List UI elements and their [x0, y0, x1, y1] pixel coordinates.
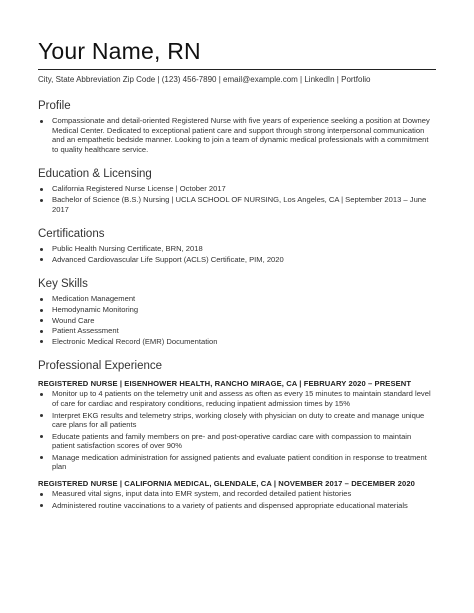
skill-item: Patient Assessment: [52, 326, 119, 336]
list-item: [38, 411, 436, 430]
bullet-icon: [40, 504, 43, 507]
bullet-icon: [40, 248, 43, 251]
skill-item: Hemodynamic Monitoring: [52, 304, 139, 314]
certifications-list: [38, 244, 436, 264]
certification-item: Public Health Nursing Certificate, BRN, 2018: [52, 244, 203, 254]
job-duties-list: [38, 489, 436, 510]
list-item: [38, 184, 436, 194]
skills-list: [38, 294, 436, 346]
bullet-icon: [40, 330, 43, 333]
candidate-name: Your Name, RN: [38, 38, 201, 64]
list-item: [38, 195, 436, 214]
contact-line: City, State Abbreviation Zip Code | (123) 456-7890 | email@example.com | LinkedIn | Portfolio: [38, 75, 371, 84]
job-duty: Educate patients and family members on pre- and post-operative cardiac care with compassion to maintain patient satisfaction scores of over 90%: [52, 431, 412, 451]
job-duty: Measured vital signs, input data into EMR system, and recorded detailed patient histories: [52, 489, 352, 499]
job-duty: Manage medication administration for assigned patients and evaluate patient condition in response to treatment plan: [52, 452, 427, 472]
job-duty: Administered routine vaccinations to a variety of patients and dispensed appropriate educational materials: [52, 500, 408, 510]
experience-heading: Professional Experience: [38, 360, 163, 373]
bullet-icon: [40, 199, 43, 202]
education-heading: Education & Licensing: [38, 168, 152, 181]
list-item: [38, 501, 436, 511]
bullet-icon: [40, 258, 43, 261]
profile-heading: Profile: [38, 100, 71, 112]
list-item: [38, 432, 436, 451]
job-header: REGISTERED NURSE | EISENHOWER HEALTH, RANCHO MIRAGE, CA | FEBRUARY 2020 – PRESENT: [38, 379, 412, 389]
list-item: [38, 294, 436, 304]
list-item: [38, 453, 436, 472]
education-item: California Registered Nurse License | October 2017: [52, 184, 226, 194]
header-divider: [38, 69, 436, 70]
list-item: [38, 337, 436, 347]
bullet-icon: [40, 340, 43, 343]
bullet-icon: [40, 393, 43, 396]
certification-item: Advanced Cardiovascular Life Support (ACLS) Certificate, PIM, 2020: [52, 254, 284, 264]
skill-item: Electronic Medical Record (EMR) Documentation: [52, 336, 218, 346]
skill-item: Medication Management: [52, 294, 136, 304]
list-item: [38, 489, 436, 499]
job-duty: Monitor up to 4 patients on the telemetry unit and assess as often as every 15 minutes to maintain standard level of care for cardiac and respiratory conditions, reducing inpatient admission times by 15%: [52, 389, 431, 408]
skill-item: Wound Care: [52, 315, 95, 325]
bullet-icon: [40, 120, 43, 123]
list-item: [38, 326, 436, 336]
list-item: [38, 389, 436, 408]
list-item: [38, 255, 436, 265]
bullet-icon: [40, 456, 43, 459]
bullet-icon: [40, 435, 43, 438]
profile-list: [38, 116, 436, 154]
list-item: [38, 116, 436, 154]
bullet-icon: [40, 309, 43, 312]
certifications-heading: Certifications: [38, 228, 105, 241]
job-entry: [38, 379, 436, 472]
bullet-icon: [40, 319, 43, 322]
education-item: Bachelor of Science (B.S.) Nursing | UCLA SCHOOL OF NURSING, Los Angeles, CA | September 2013 – June 2017: [52, 194, 427, 214]
bullet-icon: [40, 298, 43, 301]
job-duty: Interpret EKG results and telemetry strips, working closely with physician on duty to create and manage unique care plans for all patients: [52, 410, 425, 430]
bullet-icon: [40, 188, 43, 191]
job-header: REGISTERED NURSE | CALIFORNIA MEDICAL, GLENDALE, CA | NOVEMBER 2017 – DECEMBER 2020: [38, 479, 415, 489]
job-entry: [38, 479, 436, 510]
list-item: [38, 244, 436, 254]
bullet-icon: [40, 414, 43, 417]
list-item: [38, 305, 436, 315]
list-item: [38, 316, 436, 326]
profile-summary: Compassionate and detail-oriented Registered Nurse with five years of experience seeking a position at Downey Medical Center. Dedicated to exceptional patient care and support through strong interpersonal communication and an empathetic bedside manner. Looking to join a team of dynamic medical professionals with a commitment to quality healthcare service.: [52, 116, 430, 154]
bullet-icon: [40, 493, 43, 496]
education-list: [38, 184, 436, 214]
job-duties-list: [38, 389, 436, 472]
skills-heading: Key Skills: [38, 278, 88, 291]
